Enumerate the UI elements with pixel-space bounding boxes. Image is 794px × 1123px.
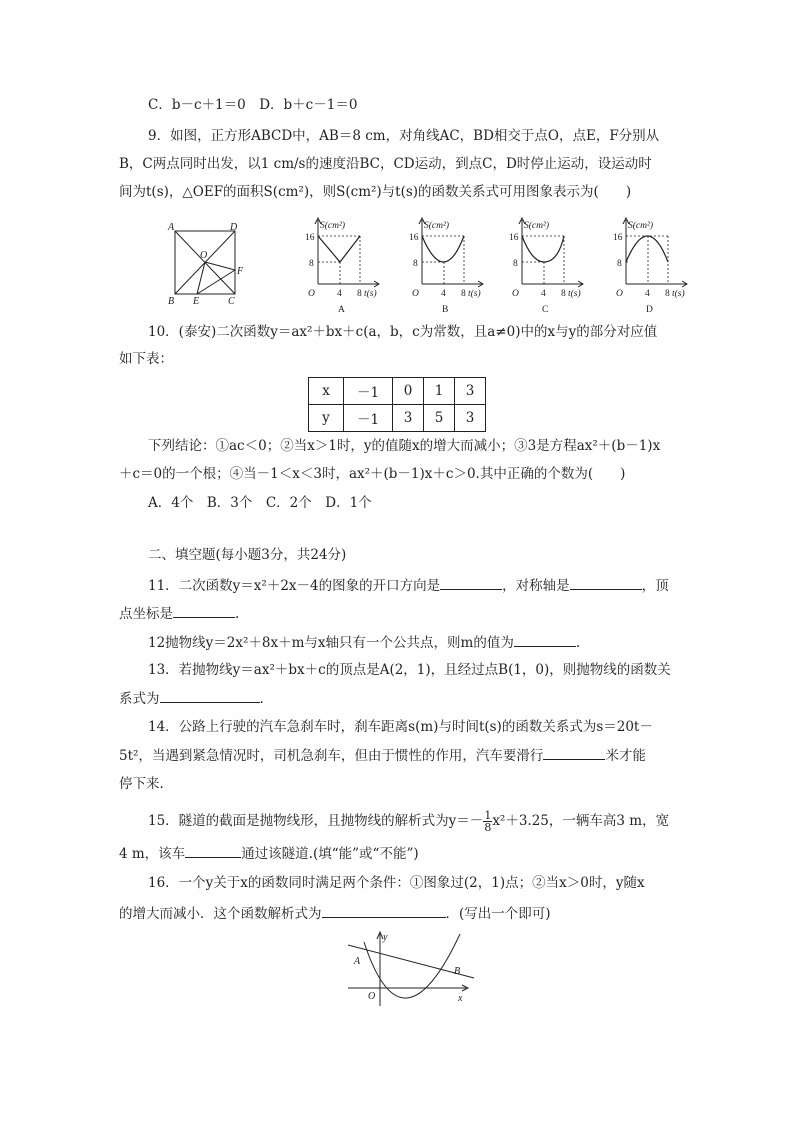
q9-line1: 9．如图，正方形ABCD中，AB＝8 cm，对角线AC，BD相交于点O，点E，F分别从: [148, 128, 660, 144]
square-figure: [160, 218, 260, 310]
s-axis-label: S(cm²): [524, 221, 550, 231]
table-cell: 3: [455, 378, 486, 405]
graph-curve: [422, 236, 464, 262]
q16-line1: 16．一个y关于x的函数同时满足两个条件：①图象过(2，1)点；②当x＞0时，y随x: [148, 875, 645, 891]
answer-blank[interactable]: [160, 688, 260, 703]
table-row-y: [309, 405, 486, 432]
q11-text-b: ，对称轴是: [502, 578, 570, 594]
tick-16: 16: [305, 233, 315, 243]
graph-option-c: [500, 214, 586, 314]
q10-line4: ＋c＝0的一个根；④当－1＜x＜3时，ax²＋(b－1)x＋c＞0.其中正确的个数为( ): [119, 466, 626, 482]
q12-line: [148, 632, 580, 653]
t-axis-label: t(s): [672, 289, 685, 299]
table-cell: －1: [344, 378, 393, 405]
parabola-line-figure: [342, 928, 478, 1008]
s-axis-label: S(cm²): [424, 221, 450, 231]
tick-x8: 8: [561, 289, 566, 299]
q12-text-b: .: [575, 635, 581, 651]
tick-x8: 8: [665, 289, 670, 299]
point-b-label: B: [454, 966, 461, 977]
q14-text-c: 米才能: [605, 748, 646, 764]
origin-label: O: [512, 289, 519, 299]
label-e: E: [193, 296, 200, 307]
tick-4: 4: [441, 289, 446, 299]
answer-blank[interactable]: [185, 843, 241, 858]
fraction: $\frac{1}{8}$: [484, 809, 492, 834]
q14-line2: [119, 745, 646, 766]
tick-8: 8: [309, 259, 314, 269]
q16-line2: [119, 903, 551, 924]
graph-option-label: A: [338, 305, 345, 314]
answer-blank[interactable]: [173, 603, 235, 618]
tick-x8: 8: [357, 289, 362, 299]
section-title: 二、填空题(每小题3分，共24分): [148, 547, 347, 563]
q16-text-c: ．(写出一个即可): [445, 906, 551, 922]
q16-text-b: 的增大而减小．这个函数解析式为: [119, 906, 322, 922]
origin-label: O: [308, 289, 315, 299]
q11-text-a: 11．二次函数y＝x²＋2x－4的图象的开口方向是: [148, 578, 441, 594]
answer-blank[interactable]: [570, 575, 642, 590]
q10-line2: 如下表：: [119, 351, 173, 367]
label-a: A: [168, 222, 175, 233]
q10-options: A．4个 B．3个 C．2个 D．1个: [148, 495, 372, 511]
graph-option-label: C: [542, 305, 549, 314]
q14-line1: 14．公路上行驶的汽车急刹车时，刹车距离s(m)与时间t(s)的函数关系式为s＝20t－: [148, 719, 653, 735]
q11-text-c: ，顶: [641, 578, 669, 594]
q10-line1: 10．(泰安)二次函数y＝ax²＋bx＋c(a，b，c为常数，且a≠0)中的x与y的部分对应值: [148, 324, 658, 340]
graph-option-a: [296, 214, 382, 314]
graph-option-b: [400, 214, 486, 314]
table-cell: y: [309, 405, 344, 432]
q8-options: C．b－c＋1＝0 D．b＋c－1＝0: [148, 97, 358, 113]
graph-option-label: B: [442, 305, 449, 314]
q13-line1: 13．若抛物线y＝ax²＋bx＋c的顶点是A(2，1)，且经过点B(1，0)，则抛物线的函数关: [148, 662, 671, 678]
graph-option-d: [604, 214, 690, 314]
answer-blank[interactable]: [440, 575, 502, 590]
t-axis-label: t(s): [568, 289, 581, 299]
tick-16: 16: [509, 233, 519, 243]
tick-4: 4: [645, 289, 650, 299]
q13-text-b: 系式为: [119, 691, 160, 707]
q15-text-b: x²＋3.25，一辆车高3 m，宽: [492, 813, 670, 829]
graph-curve: [318, 236, 360, 262]
q10-line3: 下列结论：①ac＜0；②当x＞1时，y的值随x的增大而减小；③3是方程ax²＋(b－1)x: [148, 438, 661, 454]
y-axis-label: y: [383, 932, 388, 943]
q9-line2: B，C两点同时出发，以1 cm/s的速度沿BC，CD运动，到点C，D时停止运动，设运动时: [119, 156, 652, 172]
q15-text-c: 4 m，该车: [119, 846, 186, 862]
origin-label: O: [616, 289, 623, 299]
tick-4: 4: [541, 289, 546, 299]
x-axis-label: x: [458, 993, 463, 1004]
tick-x8: 8: [461, 289, 466, 299]
answer-blank[interactable]: [543, 745, 605, 760]
table-cell: x: [309, 378, 344, 405]
graph-curve: [626, 236, 668, 262]
table-cell: 0: [393, 378, 424, 405]
q15-line1: [148, 810, 669, 833]
table-cell: －1: [344, 405, 393, 432]
origin-label: O: [412, 289, 419, 299]
q14-line3: 停下来.: [119, 776, 164, 792]
q15-line2: [119, 843, 419, 864]
answer-blank[interactable]: [322, 903, 446, 918]
q14-text-b: 5t²，当遇到紧急情况时，司机急刹车，但由于惯性的作用，汽车要滑行: [119, 748, 544, 764]
table-cell: 1: [424, 378, 455, 405]
value-table: [308, 377, 486, 432]
q11-text-d: 点坐标是: [119, 606, 173, 622]
label-f: F: [237, 266, 244, 277]
graph-curve: [522, 236, 564, 262]
label-c: C: [228, 296, 235, 307]
q11-line1: [148, 575, 669, 596]
tick-16: 16: [613, 233, 623, 243]
table-row-x: [309, 378, 486, 405]
label-b: B: [168, 296, 175, 307]
q12-text-a: 12抛物线y＝2x²＋8x＋m与x轴只有一个公共点，则m的值为: [148, 635, 514, 651]
q11-text-e: .: [235, 606, 240, 622]
s-axis-label: S(cm²): [320, 221, 346, 231]
s-axis-label: S(cm²): [628, 221, 654, 231]
q13-text-c: .: [259, 691, 264, 707]
table-cell: 3: [393, 405, 424, 432]
table-cell: 3: [455, 405, 486, 432]
table-cell: 5: [424, 405, 455, 432]
tick-8: 8: [413, 259, 418, 269]
tick-4: 4: [337, 289, 342, 299]
graph-option-label: D: [646, 305, 653, 314]
tick-8: 8: [513, 259, 518, 269]
tick-16: 16: [409, 233, 419, 243]
answer-blank[interactable]: [514, 632, 576, 647]
point-a-label: A: [354, 956, 361, 967]
q11-line2: [119, 603, 239, 624]
q13-line2: [119, 688, 264, 709]
label-d: D: [230, 222, 238, 233]
origin-label: O: [368, 991, 376, 1002]
label-o: O: [200, 250, 208, 261]
tick-8: 8: [617, 259, 622, 269]
q9-line3: 间为t(s)，△OEF的面积S(cm²)，则S(cm²)与t(s)的函数关系式可用图象表示为( ): [119, 184, 632, 200]
t-axis-label: t(s): [468, 289, 481, 299]
q15-text-d: 通过该隧道.(填“能”或“不能”): [241, 846, 419, 862]
q15-text-a: 15．隧道的截面是抛物线形，且抛物线的解析式为y＝－: [148, 813, 484, 829]
t-axis-label: t(s): [364, 289, 377, 299]
